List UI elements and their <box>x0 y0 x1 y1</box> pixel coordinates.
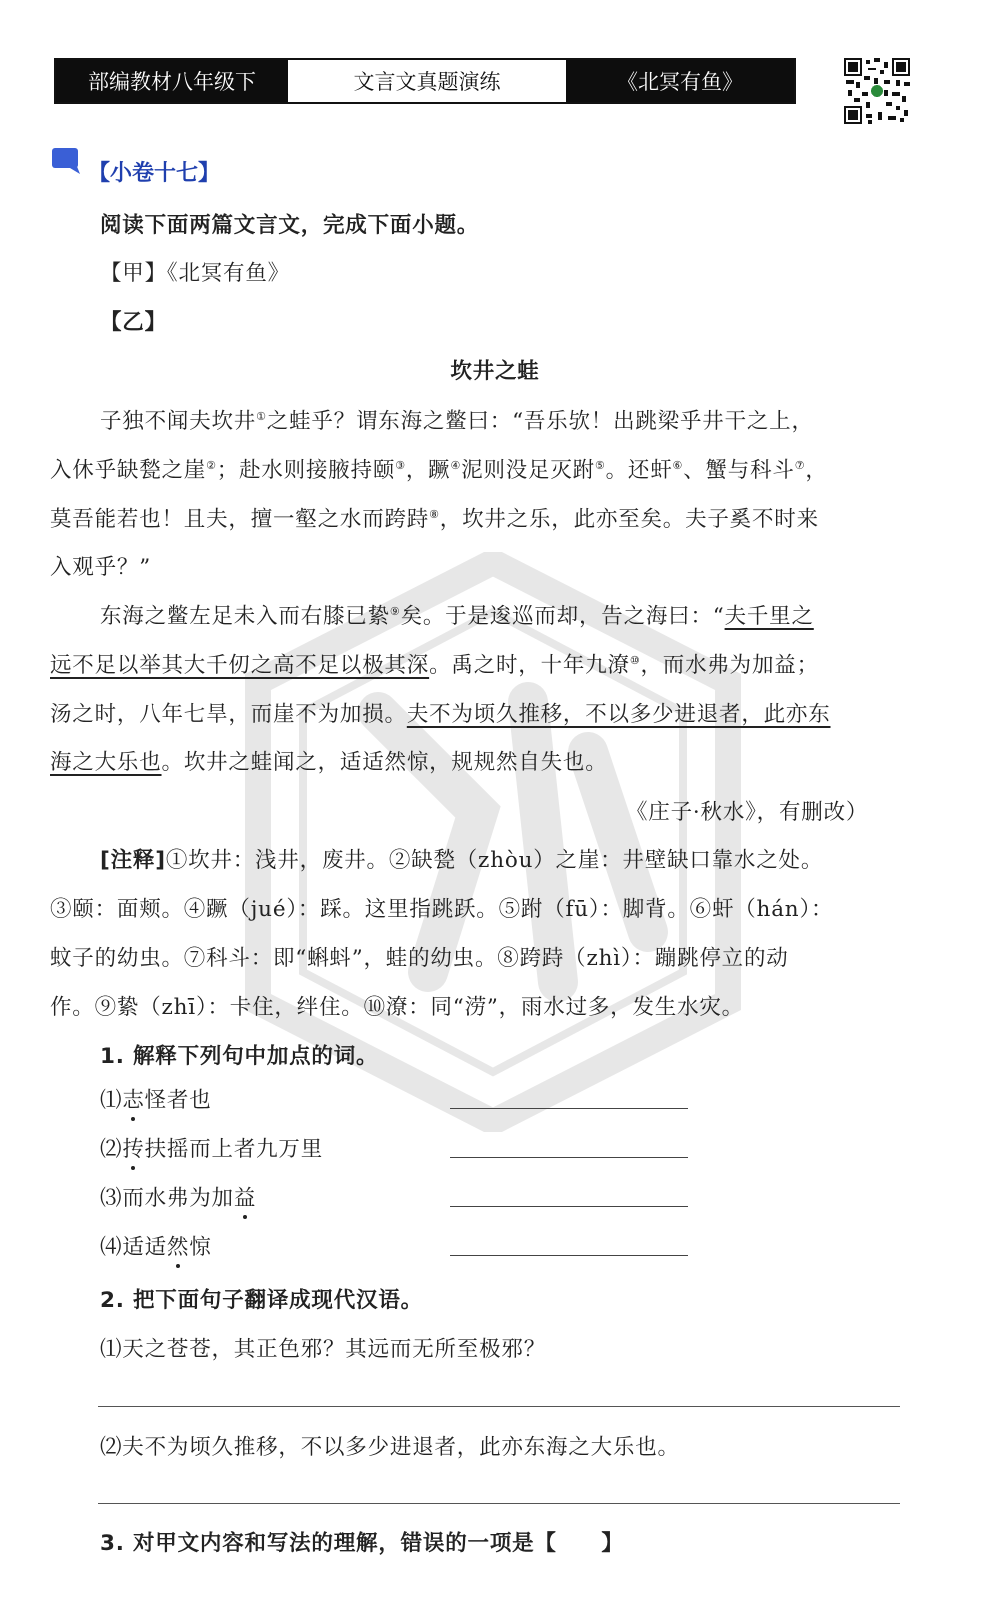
header-bar <box>54 58 796 104</box>
question-1-item: ⑴志怪者也 <box>100 1088 212 1113</box>
passage-line: 子独不闻夫坎井①之蛙乎？谓东海之鳖曰：“吾乐欤！出跳梁乎井干之上， <box>100 409 814 434</box>
passage-jia-label: 【甲】《北冥有鱼》 <box>100 261 290 286</box>
question-3-title: 3. 对甲文内容和写法的理解，错误的一项是【 】 <box>100 1531 624 1556</box>
answer-line[interactable] <box>98 1406 900 1407</box>
passage-line: 东海之鳖左足未入而右膝已絷⑨矣。于是逡巡而却，告之海曰：“夫千里之 <box>100 604 814 629</box>
passage-line: 汤之时，八年七旱，而崖不为加损。夫不为顷久推移，不以多少进退者，此亦东 <box>50 702 831 727</box>
question-2-item: ⑵夫不为顷久推移，不以多少进退者，此亦东海之大乐也。 <box>100 1435 680 1460</box>
bookmark-icon <box>52 148 82 174</box>
header-grade: 部编教材八年级下 <box>56 60 288 102</box>
qr-code-icon <box>844 58 910 124</box>
header-lesson: 《北冥有鱼》 <box>566 60 794 102</box>
passage-line: 莫吾能若也！且夫，擅一壑之水而跨跱⑧，坎井之乐，此亦至矣。夫子奚不时来 <box>50 507 819 532</box>
question-1-item: ⑵抟扶摇而上者九万里 <box>100 1137 324 1162</box>
answer-blank[interactable] <box>450 1157 688 1158</box>
passage-line: 入休乎缺甃之崖②；赴水则接腋持颐③，蹶④泥则没足灭跗⑤。还虷⑥、蟹与科斗⑦， <box>50 458 828 483</box>
annotation-line: [注释]①坎井：浅井，废井。②缺甃（zhòu）之崖：井壁缺口靠水之处。 <box>100 848 824 873</box>
annotation-line: 作。⑨絷（zhī）：卡住，绊住。⑩潦：同“涝”，雨水过多，发生水灾。 <box>50 995 744 1020</box>
answer-blank[interactable] <box>450 1206 688 1207</box>
annotation-line: 蚊子的幼虫。⑦科斗：即“蝌蚪”，蛙的幼虫。⑧跨跱（zhì）：蹦跳停立的动 <box>50 946 789 971</box>
annotation-line: ③颐：面颊。④蹶（jué）：踩。这里指跳跃。⑤跗（fū）：脚背。⑥虷（hán）： <box>50 897 834 922</box>
question-2-item: ⑴天之苍苍，其正色邪？其远而无所至极邪？ <box>100 1337 547 1362</box>
answer-blank[interactable] <box>450 1108 688 1109</box>
passage-title: 坎井之蛙 <box>450 359 540 384</box>
answer-blank[interactable] <box>450 1255 688 1256</box>
section-title: 【小卷十七】 <box>88 161 221 186</box>
passage-line: 入观乎？” <box>50 555 151 580</box>
passage-source: 《庄子·秋水》，有删改） <box>626 800 869 825</box>
passage-yi-label: 【乙】 <box>100 310 167 335</box>
header-type: 文言文真题演练 <box>288 60 566 102</box>
passage-line: 海之大乐也。坎井之蛙闻之，适适然惊，规规然自失也。 <box>50 750 608 775</box>
question-1-item: ⑶而水弗为加益 <box>100 1186 257 1211</box>
question-2-title: 2. 把下面句子翻译成现代汉语。 <box>100 1288 423 1313</box>
question-1-item: ⑷适适然惊 <box>100 1235 212 1260</box>
passage-line: 远不足以举其大千仞之高不足以极其深。禹之时，十年九潦⑩，而水弗为加益； <box>50 653 819 678</box>
instructions: 阅读下面两篇文言文，完成下面小题。 <box>100 213 480 238</box>
question-1-title: 1. 解释下列句中加点的词。 <box>100 1044 379 1069</box>
answer-line[interactable] <box>98 1503 900 1504</box>
